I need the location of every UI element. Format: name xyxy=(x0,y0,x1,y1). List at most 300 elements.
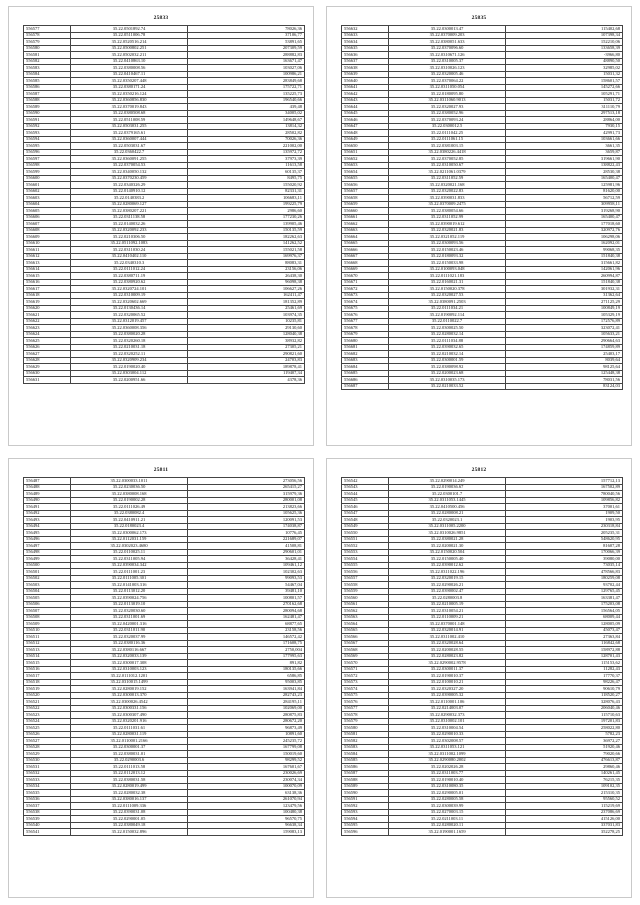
row-id-cell: 556607 xyxy=(24,221,71,228)
amount-cell: 106683,11 xyxy=(188,195,305,202)
amount-cell: 260994,87 xyxy=(506,273,623,280)
amount-cell: 115402,68 xyxy=(506,26,623,33)
amount-cell: 78026,36 xyxy=(188,26,305,33)
account-code-cell: 35.22.0111042.25 xyxy=(389,130,506,137)
amount-cell: 180259,08 xyxy=(506,575,623,582)
amount-cell: 319268,90 xyxy=(506,208,623,215)
amount-cell: 98125,64 xyxy=(506,364,623,371)
account-code-cell: 35.22.0311022.196 xyxy=(389,569,506,576)
amount-cell: 157712,13 xyxy=(506,478,623,485)
account-code-cell: 35.22.0370019.843 xyxy=(71,104,188,111)
amount-cell: 196540,66 xyxy=(188,97,305,104)
account-code-cell: 35.22.0390031.833 xyxy=(389,195,506,202)
account-code-cell: 35.22.0302023.4680 xyxy=(71,543,188,550)
amount-cell: 116842,68 xyxy=(506,640,623,647)
amount-cell: 352278,25 xyxy=(506,829,623,836)
account-code-cell: 35.22.0350216.124 xyxy=(71,91,188,98)
amount-cell: 103661,66 xyxy=(506,136,623,143)
amount-cell: 439,48 xyxy=(188,104,305,111)
row-id-cell: 556581 xyxy=(342,731,389,738)
amount-cell: 83124,03 xyxy=(506,383,623,390)
account-code-cell: 35.22.0111034.21 xyxy=(389,305,506,312)
account-code-cell: 35.22.0390031.08 xyxy=(71,809,188,816)
account-code-cell: 35.22.0140383.2 xyxy=(71,195,188,202)
amount-cell: 103027,06 xyxy=(188,65,305,72)
account-code-cell: 35.22.0300039.99 xyxy=(389,803,506,810)
amount-cell: 175722,71 xyxy=(188,84,305,91)
account-code-cell: 35.22.0300001.59 xyxy=(389,357,506,364)
account-code-cell: 35.22.0110001.2166 xyxy=(71,738,188,745)
amount-cell: 138822,43 xyxy=(506,162,623,169)
account-code-cell: 35.22.0320030.60 xyxy=(71,608,188,615)
row-id-cell: 556639 xyxy=(342,71,389,78)
row-id-cell: 556563 xyxy=(342,614,389,621)
account-code-cell: 35.22.0311003.77 xyxy=(389,770,506,777)
account-code-cell: 35.22.0420001.316 xyxy=(71,621,188,628)
amount-cell: 63138,36 xyxy=(188,790,305,797)
amount-cell: 207309,59 xyxy=(188,45,305,52)
account-code-cell: 35.22.0280031.119 xyxy=(71,731,188,738)
row-id-cell: 556613 xyxy=(24,260,71,267)
account-code-cell: 35.22.0379165.61 xyxy=(71,130,188,137)
table-row xyxy=(24,829,305,836)
row-id-cell: 556590 xyxy=(24,110,71,117)
row-id-cell: 556582 xyxy=(24,58,71,65)
account-code-cell: 35.22.0380016.137 xyxy=(71,796,188,803)
account-code-cell: 35.22.0370064.22 xyxy=(389,78,506,85)
amount-cell: 79020,66 xyxy=(506,751,623,758)
row-id-cell: 556608 xyxy=(24,227,71,234)
row-id-cell: 556679 xyxy=(342,331,389,338)
amount-cell: 167799,08 xyxy=(188,744,305,751)
row-id-cell: 556671 xyxy=(342,279,389,286)
amount-cell: 283849,68 xyxy=(188,78,305,85)
row-id-cell: 556494 xyxy=(24,523,71,530)
amount-cell: 181352,89 xyxy=(188,299,305,306)
account-code-cell: 35.22.0320021.83 xyxy=(389,227,506,234)
amount-cell: 135972,72 xyxy=(188,149,305,156)
row-id-cell: 556533 xyxy=(24,777,71,784)
amount-cell: 37106,77 xyxy=(188,32,305,39)
row-id-cell: 556524 xyxy=(24,718,71,725)
amount-cell: 26438,30 xyxy=(188,273,305,280)
account-code-cell: 35.22.0340310.3 xyxy=(71,260,188,267)
row-id-cell: 556593 xyxy=(24,130,71,137)
amount-cell: 265415,27 xyxy=(188,484,305,491)
account-code-cell: 35.22.0410402.110 xyxy=(71,253,188,260)
amount-cell: 280875,83 xyxy=(188,712,305,719)
account-code-cell: 35.22.0320092.233 xyxy=(71,227,188,234)
row-id-cell: 556621 xyxy=(24,312,71,319)
account-code-cell: 35.22.0380711.19 xyxy=(71,273,188,280)
account-code-cell: 35.22.0310054.21 xyxy=(389,608,506,615)
account-code-cell: 35.22.0300013.47 xyxy=(389,26,506,33)
row-id-cell: 556527 xyxy=(24,738,71,745)
account-code-cell: 35.22.0380508.68 xyxy=(71,110,188,117)
row-id-cell: 556650 xyxy=(342,143,389,150)
account-code-cell: 35.22.0211003.11 xyxy=(389,816,506,823)
row-id-cell: 556657 xyxy=(342,188,389,195)
account-code-cell: 35.22.0180093.32 xyxy=(389,253,506,260)
row-id-cell: 556625 xyxy=(24,338,71,345)
amount-cell: 125981,96 xyxy=(506,182,623,189)
account-code-cell: 35.22.0310080.35 xyxy=(389,783,506,790)
account-code-cell: 35.22.0380021.28 xyxy=(389,536,506,543)
row-id-cell: 556637 xyxy=(342,58,389,65)
row-id-cell: 556561 xyxy=(342,601,389,608)
amount-cell: 167601,67 xyxy=(188,764,305,771)
account-code-cell: 35.22.0311052.99 xyxy=(389,214,506,221)
account-code-cell: 35.22.0280032.14 xyxy=(389,331,506,338)
row-id-cell: 556571 xyxy=(342,666,389,673)
amount-cell: 280001,08 xyxy=(188,497,305,504)
account-code-cell: 35.22.0370052.85 xyxy=(389,156,506,163)
data-table xyxy=(341,25,623,390)
account-code-cell: 35.22.0390019.612 xyxy=(389,221,506,228)
row-id-cell: 556591 xyxy=(24,117,71,124)
row-id-cell: 556598 xyxy=(24,162,71,169)
row-id-cell: 556534 xyxy=(24,783,71,790)
amount-cell: 28530,38 xyxy=(506,169,623,176)
row-id-cell: 556614 xyxy=(24,266,71,273)
amount-cell: 5782,23 xyxy=(506,731,623,738)
account-code-cell: 35.22.0280069.127 xyxy=(71,201,188,208)
amount-cell: 128005,09 xyxy=(506,621,623,628)
amount-cell: 146572,42 xyxy=(188,634,305,641)
row-id-cell: 556552 xyxy=(342,543,389,550)
row-id-cell: 556509 xyxy=(24,621,71,628)
account-code-cell: 35.22.0311053.1445 xyxy=(389,497,506,504)
amount-cell: 2750,004 xyxy=(188,647,305,654)
amount-cell: 82331,31 xyxy=(188,188,305,195)
row-id-cell: 556536 xyxy=(24,796,71,803)
row-id-cell: 556589 xyxy=(24,104,71,111)
account-code-cell: 35.22.0390034.342 xyxy=(71,562,188,569)
row-id-cell: 556499 xyxy=(24,556,71,563)
row-id-cell: 556554 xyxy=(342,556,389,563)
row-id-cell: 556595 xyxy=(342,822,389,829)
row-id-cell: 556577 xyxy=(342,705,389,712)
amount-cell: 149648,67 xyxy=(188,117,305,124)
row-id-cell: 556555 xyxy=(342,562,389,569)
row-id-cell: 556633 xyxy=(342,32,389,39)
account-code-cell: 35.22.0210031.18 xyxy=(71,344,188,351)
amount-cell: 10776,45 xyxy=(188,530,305,537)
row-id-cell: 556604 xyxy=(24,201,71,208)
account-code-cell: 35.22.0112013.12 xyxy=(71,770,188,777)
amount-cell: 25461,69 xyxy=(188,305,305,312)
amount-cell: 156564,05 xyxy=(506,608,623,615)
account-code-cell: 35.22.0280003.8 xyxy=(389,595,506,602)
amount-cell: 102302,63 xyxy=(188,569,305,576)
row-id-cell: 556686 xyxy=(342,377,389,384)
account-code-cell: 35.22.0130436.14 xyxy=(71,305,188,312)
row-id-cell: 556567 xyxy=(342,640,389,647)
row-id-cell: 556648 xyxy=(342,130,389,137)
amount-cell: 4378,36 xyxy=(188,377,305,384)
row-id-cell: 556528 xyxy=(24,744,71,751)
account-code-cell: 35.22.0280020.11 xyxy=(389,822,506,829)
amount-cell: 3661,35 xyxy=(506,143,623,150)
account-code-cell: 35.22.0311005.94 xyxy=(71,556,188,563)
account-code-cell: 35.22.0360856.830 xyxy=(71,97,188,104)
row-id-cell: 556519 xyxy=(24,686,71,693)
row-id-cell: 556638 xyxy=(342,65,389,72)
row-id-cell: 556660 xyxy=(342,208,389,215)
amount-cell: 140261,45 xyxy=(506,770,623,777)
account-code-cell: 35.22.0300025.50 xyxy=(389,325,506,332)
account-code-cell: 35.22.0410863.10 xyxy=(71,58,188,65)
amount-cell: 105329,19 xyxy=(506,312,623,319)
amount-cell: 15031,32 xyxy=(506,71,623,78)
amount-cell: 319661,90 xyxy=(506,156,623,163)
account-code-cell: 35.22.0210033.52 xyxy=(389,383,506,390)
row-id-cell: 556651 xyxy=(342,149,389,156)
account-code-cell: 35.22.0112031.159 xyxy=(71,536,188,543)
row-id-cell: 556683 xyxy=(342,357,389,364)
account-code-cell: 35.22.0511092.1083 xyxy=(71,240,188,247)
row-id-cell: 556575 xyxy=(342,692,389,699)
amount-cell: 100480,38 xyxy=(188,809,305,816)
row-id-cell: 556630 xyxy=(24,370,71,377)
row-id-cell: 556663 xyxy=(342,227,389,234)
amount-cell: 288882,83 xyxy=(188,52,305,59)
account-code-cell: 35.22.0370096.60 xyxy=(389,45,506,52)
page-title: 25833 xyxy=(153,15,169,21)
account-code-cell: 35.22.0311052.59 xyxy=(389,175,506,182)
row-id-cell: 556615 xyxy=(24,273,71,280)
row-id-cell: 556538 xyxy=(24,809,71,816)
row-id-cell: 556643 xyxy=(342,97,389,104)
amount-cell: 163381,47 xyxy=(506,595,623,602)
account-code-cell: 35.22.0350207.448 xyxy=(71,78,188,85)
account-code-cell: 35.22.0390012.62 xyxy=(389,562,506,569)
account-code-cell: 35.22.0380091.2503 xyxy=(389,299,506,306)
amount-cell: 221689,07 xyxy=(188,536,305,543)
row-id-cell: 556649 xyxy=(342,136,389,143)
amount-cell: 100801,57 xyxy=(188,595,305,602)
row-id-cell: 556568 xyxy=(342,647,389,654)
amount-cell: 54467,04 xyxy=(188,582,305,589)
account-code-cell: 35.22.0370009.2475 xyxy=(389,201,506,208)
amount-cell: 109461,12 xyxy=(188,562,305,569)
account-code-cell: 35.22.0202026.28 xyxy=(389,764,506,771)
account-code-cell: 35.22.0290002.9578 xyxy=(389,660,506,667)
account-code-cell: 35.22.0111061.15 xyxy=(389,136,506,143)
amount-cell: 282743,23 xyxy=(188,692,305,699)
amount-cell: 177230,26 xyxy=(188,214,305,221)
amount-cell: 171608,75 xyxy=(188,640,305,647)
account-code-cell: 35.22.0310671.126 xyxy=(389,52,506,59)
account-code-cell: 35.22.0321052.119 xyxy=(389,234,506,241)
amount-cell: 41508,81 xyxy=(188,543,305,550)
account-code-cell: 35.22.0311002.410 xyxy=(389,634,506,641)
row-id-cell: 556492 xyxy=(24,510,71,517)
account-code-cell: 35.22.0520516.214 xyxy=(71,39,188,46)
amount-cell: 45073,47 xyxy=(506,627,623,634)
row-id-cell: 556489 xyxy=(24,491,71,498)
amount-cell: 24703,83 xyxy=(188,357,305,364)
amount-cell: 99093,53 xyxy=(188,575,305,582)
row-id-cell: 556501 xyxy=(24,569,71,576)
row-id-cell: 556675 xyxy=(342,305,389,312)
row-id-cell: 556586 xyxy=(342,764,389,771)
amount-cell: 42991,73 xyxy=(506,130,623,137)
row-id-cell: 556632 xyxy=(342,26,389,33)
amount-cell: 199225,79 xyxy=(188,201,305,208)
row-id-cell: 556580 xyxy=(24,45,71,52)
amount-cell: 17770,37 xyxy=(506,673,623,680)
row-id-cell: 556622 xyxy=(24,318,71,325)
data-table xyxy=(23,477,305,836)
amount-cell: 290821,60 xyxy=(188,351,305,358)
amount-cell: 476613,87 xyxy=(506,757,623,764)
row-id-cell: 556642 xyxy=(342,91,389,98)
amount-cell: 320972,76 xyxy=(506,227,623,234)
account-code-cell: 35.22.0210032.14 xyxy=(389,351,506,358)
account-code-cell: 35.22.0360091.255 xyxy=(71,156,188,163)
amount-cell: 150135,59 xyxy=(188,227,305,234)
amount-cell: 315979,36 xyxy=(188,491,305,498)
row-id-cell: 556498 xyxy=(24,549,71,556)
account-code-cell: 35.22.0110009.21 xyxy=(389,614,506,621)
row-id-cell: 556611 xyxy=(24,247,71,254)
account-code-cell: 35.22.0270003.15 xyxy=(389,809,506,816)
row-id-cell: 556497 xyxy=(24,543,71,550)
row-id-cell: 556668 xyxy=(342,260,389,267)
amount-cell: 174859,89 xyxy=(506,344,623,351)
row-id-cell: 556654 xyxy=(342,169,389,176)
account-code-cell: 35.22.0300062.173 xyxy=(71,530,188,537)
row-id-cell: 556667 xyxy=(342,253,389,260)
row-id-cell: 556623 xyxy=(24,325,71,332)
account-code-cell: 35.22.0511006.78 xyxy=(71,32,188,39)
amount-cell: 115219,69 xyxy=(506,803,623,810)
account-code-cell: 35.22.0380031.58 xyxy=(71,777,188,784)
amount-cell: 118520,27 xyxy=(506,692,623,699)
amount-cell: 68877,65 xyxy=(188,621,305,628)
document-page-3 xyxy=(8,458,314,898)
account-code-cell: 35.22.0290080.2002 xyxy=(389,757,506,764)
row-id-cell: 556631 xyxy=(24,377,71,384)
row-id-cell: 556616 xyxy=(24,279,71,286)
row-id-cell: 556523 xyxy=(24,712,71,719)
amount-cell: 290601,01 xyxy=(188,549,305,556)
row-id-cell: 556626 xyxy=(24,344,71,351)
amount-cell: 15031,72 xyxy=(506,97,623,104)
amount-cell: 109856,82 xyxy=(506,497,623,504)
row-id-cell: 556570 xyxy=(342,660,389,667)
account-code-cell: 35.22.0320724.101 xyxy=(71,286,188,293)
account-code-cell: 35.22.0150023.46 xyxy=(389,247,506,254)
amount-cell: 7930,15 xyxy=(506,123,623,130)
amount-cell: 13814,32 xyxy=(188,123,305,130)
account-code-cell: 35.22.0370054.53 xyxy=(71,162,188,169)
row-id-cell: 556640 xyxy=(342,78,389,85)
amount-cell: 120091,53 xyxy=(188,517,305,524)
amount-cell: 27363,84 xyxy=(506,634,623,641)
amount-cell: 28502,82 xyxy=(188,130,305,137)
account-code-cell: 35.22.0150020.378 xyxy=(389,286,506,293)
amount-cell: 36428,41 xyxy=(188,556,305,563)
account-code-cell: 35.22.0381003.15 xyxy=(389,143,506,150)
amount-cell: 106627,26 xyxy=(188,286,305,293)
account-code-cell: 35.22.0501892.74 xyxy=(71,26,188,33)
amount-cell: 213823,66 xyxy=(188,504,305,511)
row-id-cell: 556665 xyxy=(342,240,389,247)
row-id-cell: 556583 xyxy=(24,65,71,72)
row-id-cell: 556488 xyxy=(24,484,71,491)
row-id-cell: 556641 xyxy=(342,84,389,91)
account-code-cell: 35.22.0410911.21 xyxy=(71,517,188,524)
amount-cell: 151840,38 xyxy=(506,253,623,260)
row-id-cell: 556530 xyxy=(24,757,71,764)
row-id-cell: 556557 xyxy=(342,575,389,582)
account-code-cell: 35.22.0320252.11 xyxy=(71,351,188,358)
account-code-cell: 35.22.0380051.633 xyxy=(389,39,506,46)
amount-cell: 162481,47 xyxy=(188,614,305,621)
amount-cell: 100849,19 xyxy=(506,305,623,312)
row-id-cell: 556684 xyxy=(342,364,389,371)
amount-cell: 32985,02 xyxy=(506,65,623,72)
amount-cell: 105633,21 xyxy=(506,331,623,338)
account-code-cell: 35.22.0380920.62 xyxy=(71,279,188,286)
amount-cell: 141262,52 xyxy=(188,240,305,247)
account-code-cell: 35.22.0300017.308 xyxy=(71,660,188,667)
amount-cell: 163671,47 xyxy=(188,58,305,65)
account-code-cell: 35.22.0111021.183 xyxy=(389,273,506,280)
row-id-cell: 556581 xyxy=(24,52,71,59)
amount-cell: 103974,35 xyxy=(188,312,305,319)
amount-cell: 415126,00 xyxy=(506,816,623,823)
amount-cell: 11282,43 xyxy=(506,666,623,673)
amount-cell: 129765,45 xyxy=(506,588,623,595)
amount-cell: 230026,69 xyxy=(188,770,305,777)
amount-cell: 100986,21 xyxy=(188,71,305,78)
row-id-cell: 556618 xyxy=(24,292,71,299)
row-id-cell: 556541 xyxy=(24,829,71,836)
account-code-cell: 35.22.0180095.80 xyxy=(389,91,506,98)
account-code-cell: 35.22.0320014.91 xyxy=(389,627,506,634)
row-id-cell: 556617 xyxy=(24,286,71,293)
account-code-cell: 35.22.0302008.57 xyxy=(389,738,506,745)
row-id-cell: 556559 xyxy=(342,588,389,595)
account-code-cell: 35.22.0310015.1499 xyxy=(71,679,188,686)
account-code-cell: 35.22.0320023.1 xyxy=(389,517,506,524)
amount-cell: 258022,80 xyxy=(506,725,623,732)
account-code-cell: 35.22.0311011.90 xyxy=(71,627,188,634)
amount-cell: 189878,41 xyxy=(188,364,305,371)
row-id-cell: 556685 xyxy=(342,370,389,377)
amount-cell: 60135,37 xyxy=(188,169,305,176)
amount-cell: 107398,34 xyxy=(506,32,623,39)
account-code-cell: 35.22.0300331.156 xyxy=(71,705,188,712)
amount-cell: 98226,47 xyxy=(506,679,623,686)
account-code-cell: 35.22.0312019.457 xyxy=(71,318,188,325)
amount-cell: 37973,39 xyxy=(188,156,305,163)
row-id-cell: 556504 xyxy=(24,588,71,595)
amount-cell: 175203,08 xyxy=(506,601,623,608)
account-code-cell: 35.22.0113012.20 xyxy=(71,588,188,595)
account-code-cell: 35.22.0380031.01 xyxy=(71,751,188,758)
amount-cell: 165400,47 xyxy=(506,214,623,221)
account-code-cell: 35.22.0360008.356 xyxy=(71,325,188,332)
account-code-cell: 35.22.0300012.5 xyxy=(389,123,506,130)
table-row xyxy=(342,829,623,836)
row-id-cell: 556516 xyxy=(24,666,71,673)
row-id-cell: 556596 xyxy=(24,149,71,156)
amount-cell: 90610,79 xyxy=(506,686,623,693)
